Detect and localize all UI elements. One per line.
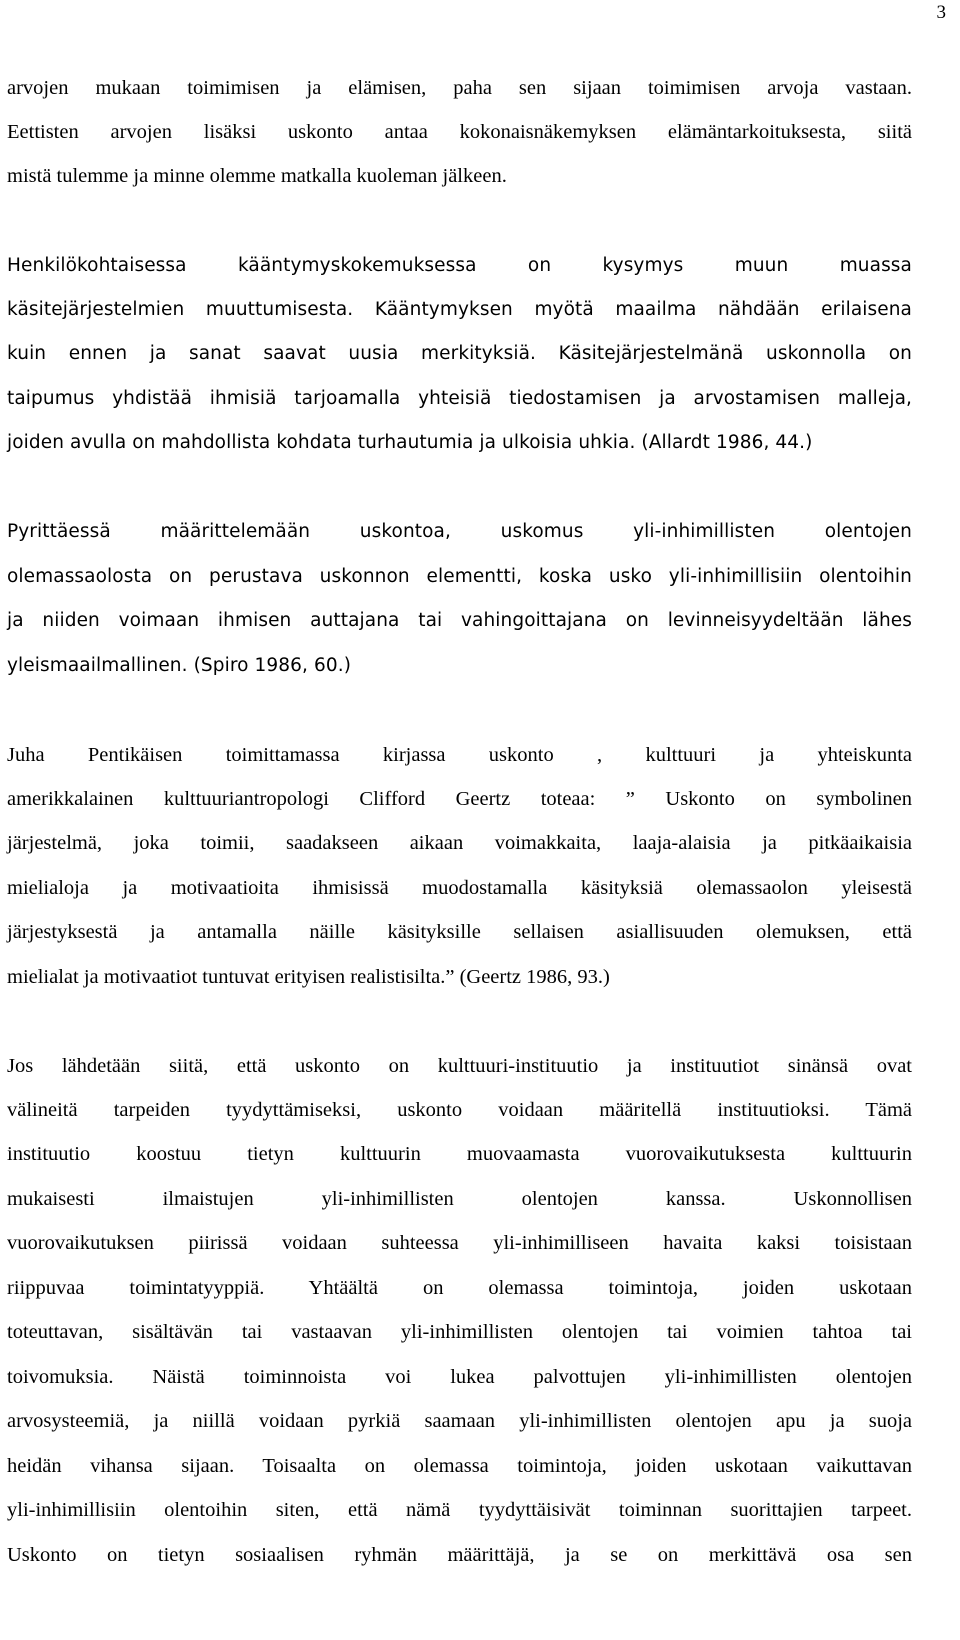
text-line: Juha Pentikäisen toimittamassa kirjassa uskonto , kulttuuri ja yhteiskunta <box>7 744 912 766</box>
text-line: kuin ennen ja sanat saavat uusia merkityksiä. Käsitejärjestelmänä uskonnolla on <box>7 343 912 364</box>
text-line: amerikkalainen kulttuuriantropologi Clifford Geertz toteaa: ” Uskonto on symbolinen <box>7 788 912 810</box>
text-line: mukaisesti ilmaistujen yli-inhimillisten olentojen kanssa. Uskonnollisen <box>7 1188 912 1210</box>
text-line: joiden avulla on mahdollista kohdata turhautumia ja ulkoisia uhkia. (Allardt 1986, 44.) <box>7 432 813 453</box>
text-line: yleismaailmallinen. (Spiro 1986, 60.) <box>7 655 352 676</box>
text-line: taipumus yhdistää ihmisiä tarjoamalla yhteisiä tiedostamisen ja arvostamisen malleja, <box>7 388 912 409</box>
text-line: Eettisten arvojen lisäksi uskonto antaa kokonaisnäkemyksen elämäntarkoituksesta, siitä <box>7 121 912 143</box>
text-line: vuorovaikutuksen piirissä voidaan suhteessa yli-inhimilliseen havaita kaksi toisistaan <box>7 1232 912 1254</box>
text-line: arvosysteemiä, ja niillä voidaan pyrkiä saamaan yli-inhimillisten olentojen apu ja suoja <box>7 1410 912 1432</box>
text-line: riippuvaa toimintatyyppiä. Yhtäältä on olemassa toimintoja, joiden uskotaan <box>7 1277 912 1299</box>
text-line: välineitä tarpeiden tyydyttämiseksi, uskonto voidaan määritellä instituutioksi. Tämä <box>7 1099 912 1121</box>
text-line: mistä tulemme ja minne olemme matkalla kuoleman jälkeen. <box>7 165 507 187</box>
text-line: olemassaolosta on perustava uskonnon elementti, koska usko yli-inhimillisiin olentoihin <box>7 566 912 587</box>
text-line: ja niiden voimaan ihmisen auttajana tai vahingoittajana on levinneisyydeltään lähes <box>7 610 912 631</box>
page-number: 3 <box>936 2 946 23</box>
text-line: järjestyksestä ja antamalla näille käsityksille sellaisen asiallisuuden olemuksen, että <box>7 921 912 943</box>
text-line: Uskonto on tietyn sosiaalisen ryhmän määrittäjä, ja se on merkittävä osa sen <box>7 1544 912 1566</box>
text-line: mielialoja ja motivaatioita ihmisissä muodostamalla käsityksiä olemassaolon yleisestä <box>7 877 912 899</box>
text-line: Henkilökohtaisessa kääntymyskokemuksessa on kysymys muun muassa <box>7 255 912 276</box>
text-line: mielialat ja motivaatiot tuntuvat erityisen realistisilta.” (Geertz 1986, 93.) <box>7 966 610 988</box>
text-line: Jos lähdetään siitä, että uskonto on kulttuuri-instituutio ja instituutiot sinänsä ovat <box>7 1055 912 1077</box>
text-line: arvojen mukaan toimimisen ja elämisen, paha sen sijaan toimimisen arvoja vastaan. <box>7 77 912 99</box>
text-line: järjestelmä, joka toimii, saadakseen aikaan voimakkaita, laaja-alaisia ja pitkäaikaisia <box>7 832 912 854</box>
text-line: käsitejärjestelmien muuttumisesta. Kääntymyksen myötä maailma nähdään erilaisena <box>7 299 912 320</box>
text-line: heidän vihansa sijaan. Toisaalta on olemassa toimintoja, joiden uskotaan vaikuttavan <box>7 1455 912 1477</box>
text-line: yli-inhimillisiin olentoihin siten, että nämä tyydyttäisivät toiminnan suorittajien tarpeet. <box>7 1499 912 1521</box>
text-line: Pyrittäessä määrittelemään uskontoa, uskomus yli-inhimillisten olentojen <box>7 521 912 542</box>
text-line: toteuttavan, sisältävän tai vastaavan yli-inhimillisten olentojen tai voimien tahtoa tai <box>7 1321 912 1343</box>
text-line: toivomuksia. Näistä toiminnoista voi lukea palvottujen yli-inhimillisten olentojen <box>7 1366 912 1388</box>
text-line: instituutio koostuu tietyn kulttuurin muovaamasta vuorovaikutuksesta kulttuurin <box>7 1143 912 1165</box>
